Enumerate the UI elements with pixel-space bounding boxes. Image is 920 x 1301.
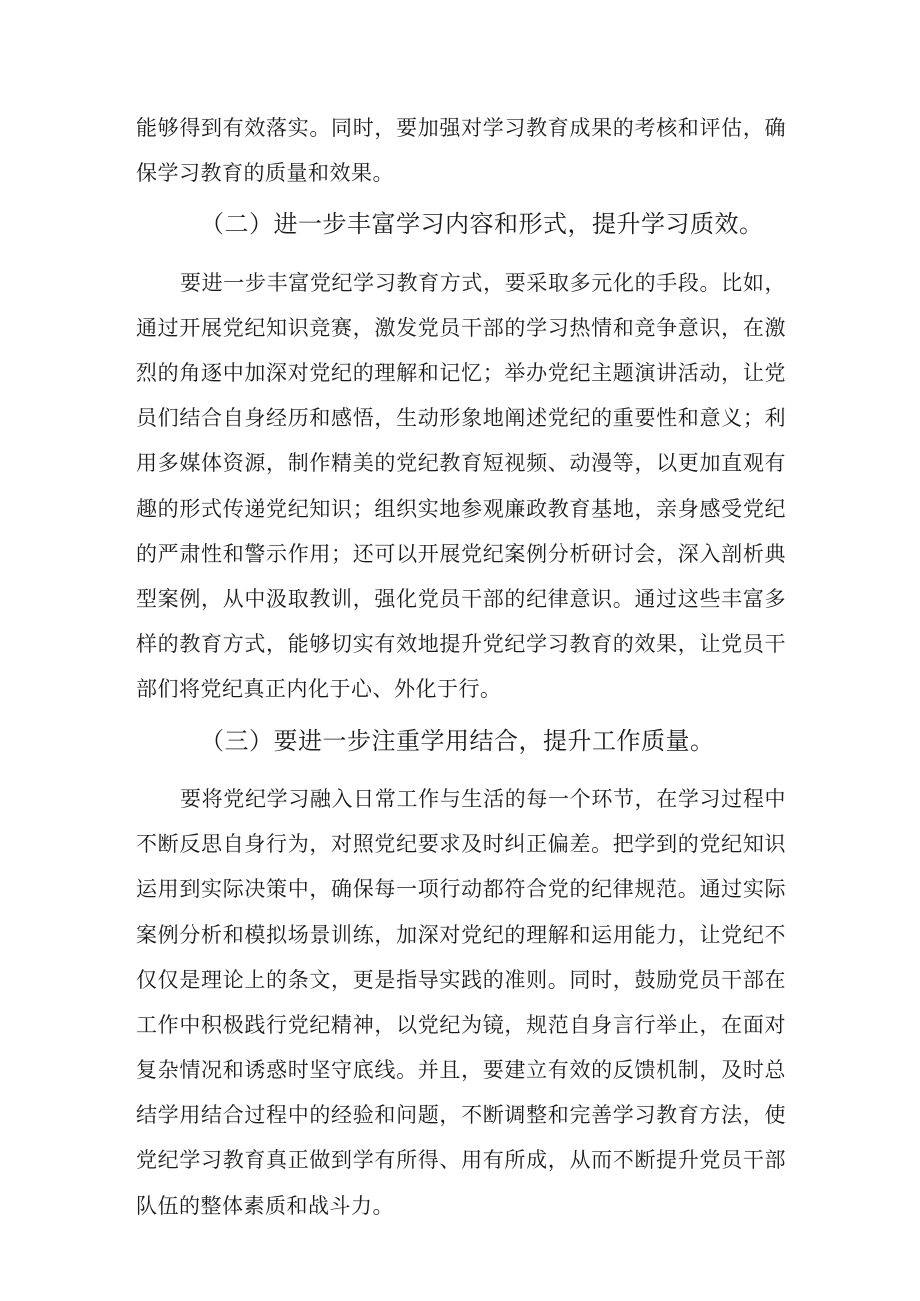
section2-line-1: 要进一步丰富党纪学习教育方式，要采取多元化的手段。比如， — [180, 271, 786, 295]
section2-line-3: 烈的角逐中加深对党纪的理解和记忆；举办党纪主题演讲活动，让党 — [136, 361, 786, 385]
section3-line-7: 复杂情况和诱惑时坚守底线。并且，要建立有效的反馈机制，及时总 — [136, 1058, 786, 1082]
section3-line-8: 结学用结合过程中的经验和问题，不断调整和完善学习教育方法，使 — [136, 1103, 786, 1127]
section2-line-9: 样的教育方式，能够切实有效地提升党纪学习教育的效果，让党员干 — [136, 632, 786, 656]
section-heading-3: （三）要进一步注重学用结合，提升工作质量。 — [200, 727, 715, 755]
section3-line-6: 工作中积极践行党纪精神，以党纪为镜，规范自身言行举止，在面对 — [136, 1013, 786, 1037]
intro-line-2: 保学习教育的质量和效果。 — [136, 161, 394, 185]
section3-line-4: 案例分析和模拟场景训练，加深对党纪的理解和运用能力，让党纪不 — [136, 923, 786, 947]
intro-line-1: 能够得到有效落实。同时，要加强对学习教育成果的考核和评估，确 — [136, 116, 786, 140]
section3-line-1: 要将党纪学习融入日常工作与生活的每一个环节，在学习过程中 — [180, 787, 786, 811]
section3-line-5: 仅仅是理论上的条文，更是指导实践的准则。同时，鼓励党员干部在 — [136, 968, 786, 992]
section2-line-8: 型案例，从中汲取教训，强化党员干部的纪律意识。通过这些丰富多 — [136, 587, 786, 611]
section2-line-10: 部们将党纪真正内化于心、外化于行。 — [136, 677, 502, 701]
section3-line-9: 党纪学习教育真正做到学有所得、用有所成，从而不断提升党员干部 — [136, 1148, 786, 1172]
section-heading-2: （二）进一步丰富学习内容和形式，提升学习质效。 — [200, 210, 764, 238]
section3-line-3: 运用到实际决策中，确保每一项行动都符合党的纪律规范。通过实际 — [136, 877, 786, 901]
section2-line-5: 用多媒体资源，制作精美的党纪教育短视频、动漫等，以更加直观有 — [136, 451, 786, 475]
section3-line-2: 不断反思自身行为，对照党纪要求及时纠正偏差。把学到的党纪知识 — [136, 832, 786, 856]
section2-line-6: 趣的形式传递党纪知识；组织实地参观廉政教育基地，亲身感受党纪 — [136, 497, 786, 521]
section2-line-4: 员们结合自身经历和感悟，生动形象地阐述党纪的重要性和意义；利 — [136, 406, 786, 430]
section3-line-10: 队伍的整体素质和战斗力。 — [136, 1194, 394, 1218]
section2-line-2: 通过开展党纪知识竞赛，激发党员干部的学习热情和竞争意识，在激 — [136, 316, 786, 340]
section2-line-7: 的严肃性和警示作用；还可以开展党纪案例分析研讨会，深入剖析典 — [136, 542, 786, 566]
